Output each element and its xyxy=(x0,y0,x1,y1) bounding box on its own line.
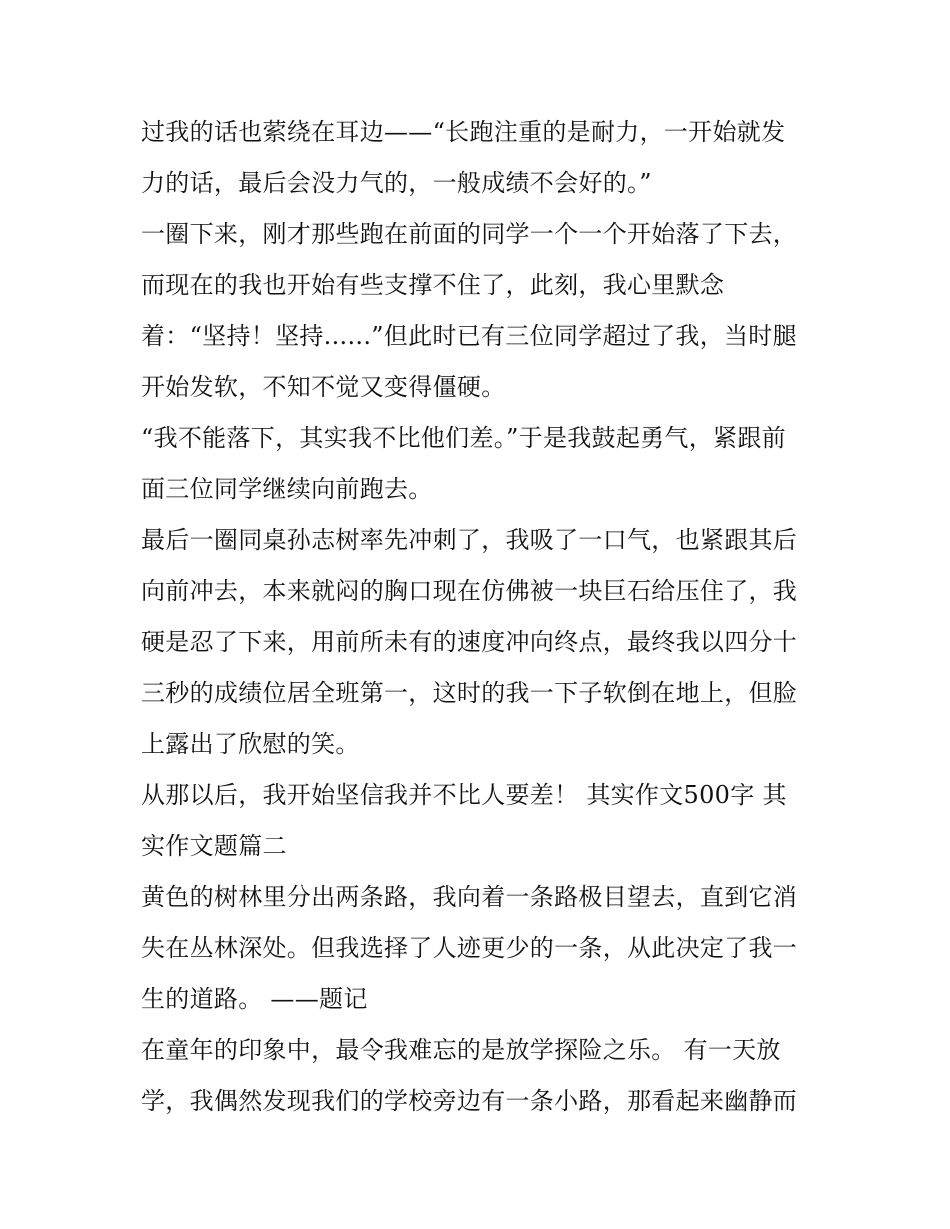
text-line: “我不能落下，其实我不比他们差。”于是我鼓起勇气，紧跟前 xyxy=(141,424,786,452)
text-line: 着：“坚持！坚持......”但此时已有三位同学超过了我，当时腿 xyxy=(141,322,797,350)
text-line: 最后一圈同桌孙志树率先冲刺了，我吸了一口气，也紧跟其后 xyxy=(141,526,798,554)
text-line: 从那以后，我开始坚信我并不比人要差！ 其实作文500字 其 xyxy=(141,781,787,809)
text-line: 在童年的印象中，最令我难忘的是放学探险之乐。 有一天放 xyxy=(141,1036,781,1064)
text-line: 而现在的我也开始有些支撑不住了，此刻，我心里默念 xyxy=(141,271,725,299)
text-line: 硬是忍了下来，用前所未有的速度冲向终点，最终我以四分十 xyxy=(141,628,798,656)
text-line: 力的话，最后会没力气的，一般成绩不会好的。” xyxy=(141,169,652,197)
document-body xyxy=(141,107,821,1127)
text-line: 上露出了欣慰的笑。 xyxy=(141,730,360,758)
text-line: 一圈下来，刚才那些跑在前面的同学一个一个开始落了下去， xyxy=(141,220,798,248)
text-line: 生的道路。 ——题记 xyxy=(141,985,368,1013)
text-line: 失在丛林深处。但我选择了人迹更少的一条，从此决定了我一 xyxy=(141,934,798,962)
text-line: 黄色的树林里分出两条路，我向着一条路极目望去，直到它消 xyxy=(141,883,798,911)
text-line: 过我的话也萦绕在耳边——“长跑注重的是耐力，一开始就发 xyxy=(141,118,786,146)
text-line: 三秒的成绩位居全班第一，这时的我一下子软倒在地上，但脸 xyxy=(141,679,798,707)
text-line: 开始发软，不知不觉又变得僵硬。 xyxy=(141,373,506,401)
text-line: 向前冲去，本来就闷的胸口现在仿佛被一块巨石给压住了，我 xyxy=(141,577,798,605)
text-line: 学，我偶然发现我们的学校旁边有一条小路，那看起来幽静而 xyxy=(141,1087,798,1115)
text-line: 实作文题篇二 xyxy=(141,832,287,860)
text-line: 面三位同学继续向前跑去。 xyxy=(141,475,433,503)
